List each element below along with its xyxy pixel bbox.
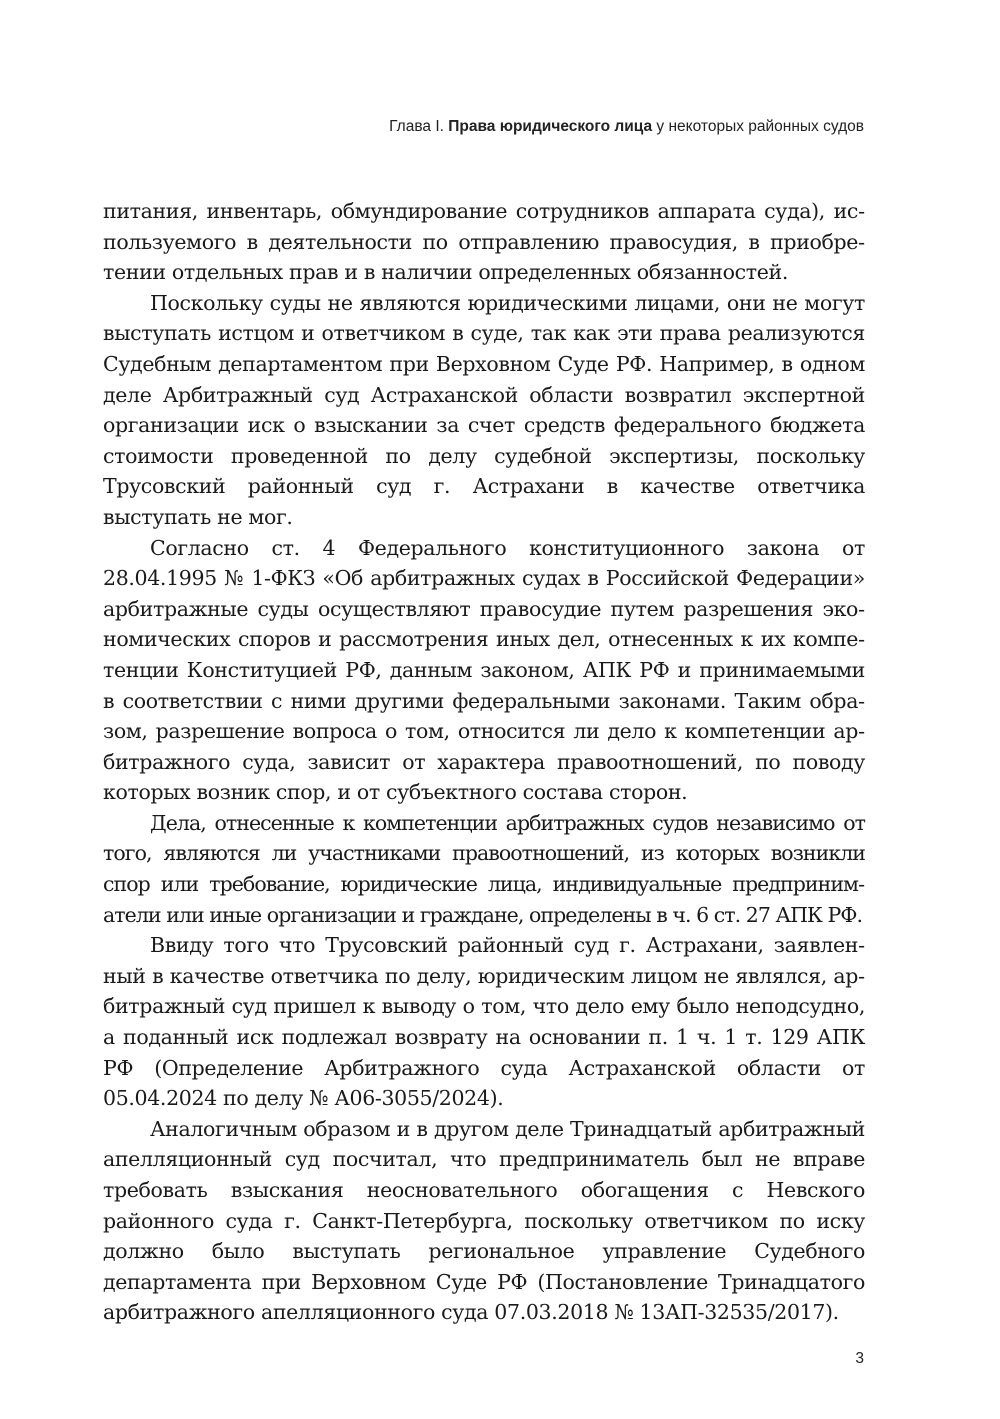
paragraph-1: питания, инвентарь, обмундирование сотрудников аппарата суда), используемого в деятельности по отправлению правосудия, в приобретении отдельных прав и в наличии определенных обязанностей. bbox=[103, 199, 865, 285]
paragraph-3: Согласно ст. 4 Федерального конституционного закона от 28.04.1995 № 1-ФКЗ «Об арбитражных судах в Российской Федерации» арбитражные суды осуществляют правосудие путем разрешения экономических споров и рассмотрения иных дел, отнесенных к их компетенции Конституцией РФ, данным законом, АПК РФ и принимаемыми в соответствии с ними другими федеральными законами. Таким образом, разрешение вопроса о том, относится ли дело к компетенции арбитражного суда, зависит от характера правоотношений, по поводу которых возник спор, и от субъектного состава сторон. bbox=[103, 535, 865, 805]
body-text bbox=[103, 196, 865, 1328]
page-number: 3 bbox=[855, 1350, 864, 1367]
header-subtitle: у некоторых районных судов bbox=[652, 118, 864, 135]
paragraph-5: Ввиду того что Трусовский районный суд г. Астрахани, заявленный в качестве ответчика по делу, юридическим лицом не являлся, арбитражный суд пришел к выводу о том, что дело ему было неподсудно, а поданный иск подлежал возврату на основании п. 1 ч. 1 т. 129 АПК РФ (Определение Арбитражного суда Астраханской области от 05.04.2024 по делу № А06-3055/2024). bbox=[103, 933, 865, 1111]
running-header bbox=[389, 118, 864, 136]
header-bold-title: Права юридического лица bbox=[448, 118, 653, 135]
paragraph-6: Аналогичным образом и в другом деле Тринадцатый арбитражный апелляционный суд посчитал, что предприниматель был не вправе требовать взыскания неосновательного обогащения с Невского районного суда г. Санкт-Петербурга, поскольку ответчиком по иску должно было выступать региональное управление Судебного департамента при Верховном Суде РФ (Постановление Тринадцатого арбитражного апелляционного суда 07.03.2018 № 13АП-32535/2017). bbox=[103, 1116, 865, 1325]
header-chapter: Глава I. bbox=[389, 118, 449, 135]
paragraph-2: Поскольку суды не являются юридическими лицами, они не могут выступать истцом и ответчиком в суде, так как эти права реализуются Судебным департаментом при Верховном Суде РФ. Например, в одном деле Арбитражный суд Астраханской области возвратил экспертной организации иск о взыскании за счет средств федерального бюджета стоимости проведенной по делу судебной экспертизы, поскольку Трусовский районный суд г. Астрахани в качестве ответчика выступать не мог. bbox=[103, 290, 865, 529]
paragraph-4: Дела, отнесенные к компетенции арбитражных судов независимо от того, являются ли участниками правоотношений, из которых возникли спор или требование, юридические лица, индивидуальные предприниматели или иные организации и граждане, определены в ч. 6 ст. 27 АПК РФ. bbox=[103, 810, 865, 927]
